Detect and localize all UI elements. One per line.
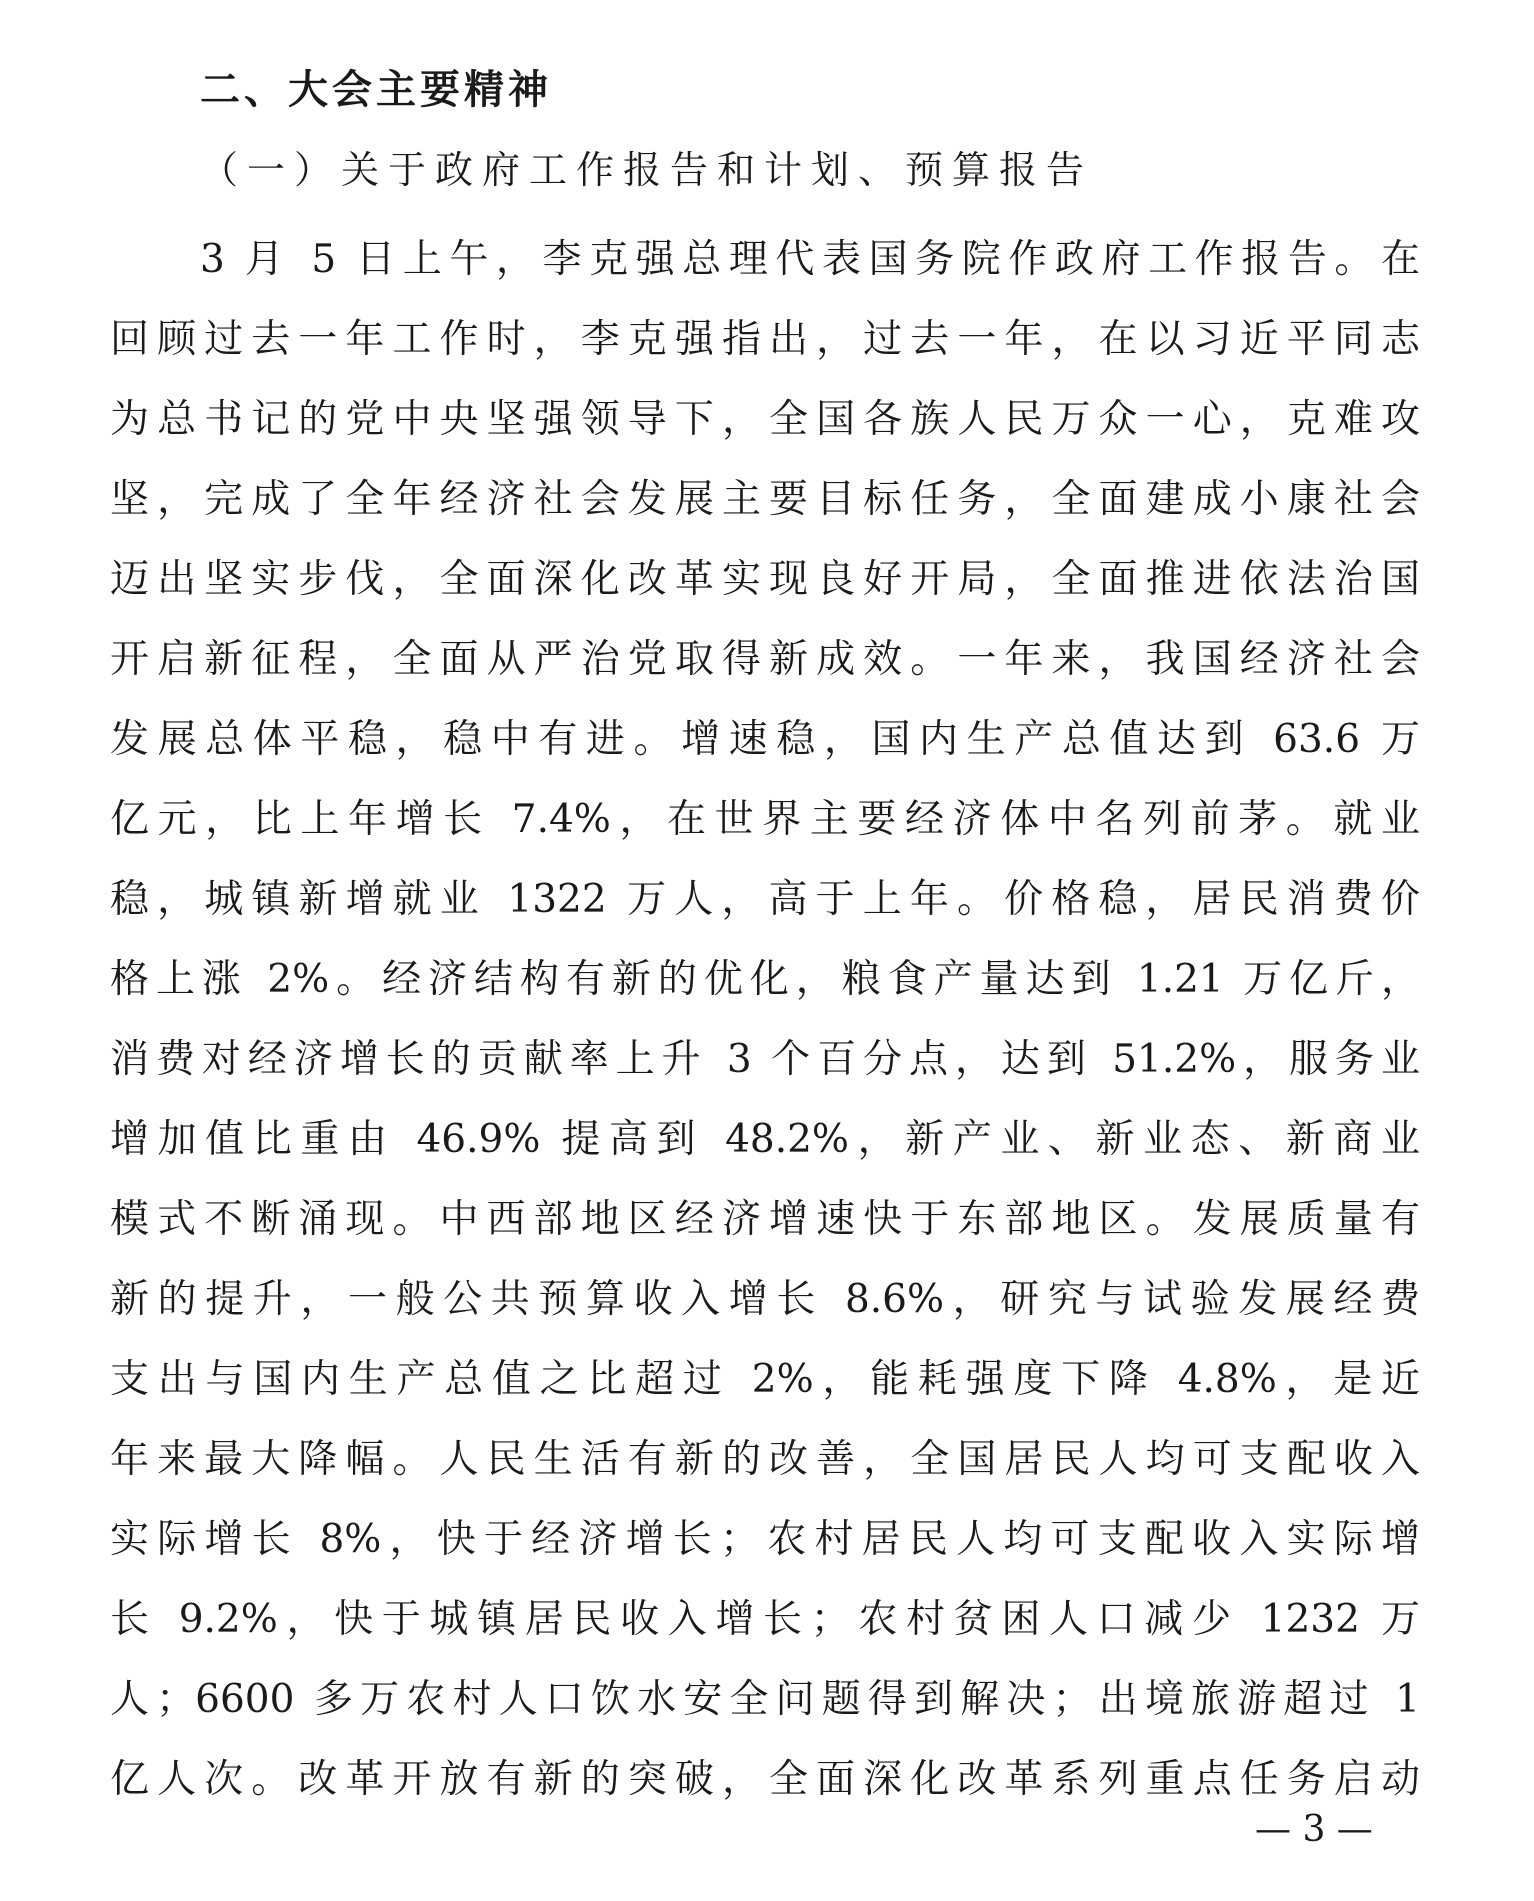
body-line: 年来最大降幅。人民生活有新的改善，全国居民人均可支配收入	[110, 1437, 1420, 1482]
body-line: 稳，城镇新增就业 1322 万人，高于上年。价格稳，居民消费价	[110, 877, 1420, 922]
body-text	[110, 220, 1420, 1820]
body-line: 开启新征程，全面从严治党取得新成效。一年来，我国经济社会	[110, 637, 1420, 682]
body-line: 回顾过去一年工作时，李克强指出，过去一年，在以习近平同志	[110, 317, 1420, 362]
body-line: 实际增长 8%，快于经济增长；农村居民人均可支配收入实际增	[110, 1517, 1420, 1562]
body-line: 发展总体平稳，稳中有进。增速稳，国内生产总值达到 63.6 万	[110, 717, 1420, 762]
subsection-heading: （一）关于政府工作报告和计划、预算报告	[200, 148, 1094, 192]
body-line: 消费对经济增长的贡献率上升 3 个百分点，达到 51.2%，服务业	[110, 1037, 1420, 1082]
body-line: 支出与国内生产总值之比超过 2%，能耗强度下降 4.8%，是近	[110, 1357, 1420, 1402]
body-line: 模式不断涌现。中西部地区经济增速快于东部地区。发展质量有	[110, 1197, 1420, 1242]
page-number: — 3 —	[1255, 1809, 1373, 1850]
body-line: 新的提升，一般公共预算收入增长 8.6%，研究与试验发展经费	[110, 1277, 1420, 1322]
body-line: 亿人次。改革开放有新的突破，全面深化改革系列重点任务启动	[110, 1757, 1420, 1802]
body-line: 格上涨 2%。经济结构有新的优化，粮食产量达到 1.21 万亿斤，	[110, 957, 1420, 1002]
body-line: 亿元，比上年增长 7.4%，在世界主要经济体中名列前茅。就业	[110, 797, 1420, 842]
body-line: 迈出坚实步伐，全面深化改革实现良好开局，全面推进依法治国	[110, 557, 1420, 602]
body-line: 坚，完成了全年经济社会发展主要目标任务，全面建成小康社会	[110, 477, 1420, 522]
body-line: 3 月 5 日上午，李克强总理代表国务院作政府工作报告。在	[200, 237, 1420, 282]
section-heading: 二、大会主要精神	[200, 67, 552, 113]
body-line: 为总书记的党中央坚强领导下，全国各族人民万众一心，克难攻	[110, 397, 1420, 442]
body-line: 人；6600 多万农村人口饮水安全问题得到解决；出境旅游超过 1	[110, 1677, 1420, 1722]
body-line: 长 9.2%，快于城镇居民收入增长；农村贫困人口减少 1232 万	[110, 1597, 1420, 1642]
body-line: 增加值比重由 46.9% 提高到 48.2%，新产业、新业态、新商业	[110, 1117, 1420, 1162]
